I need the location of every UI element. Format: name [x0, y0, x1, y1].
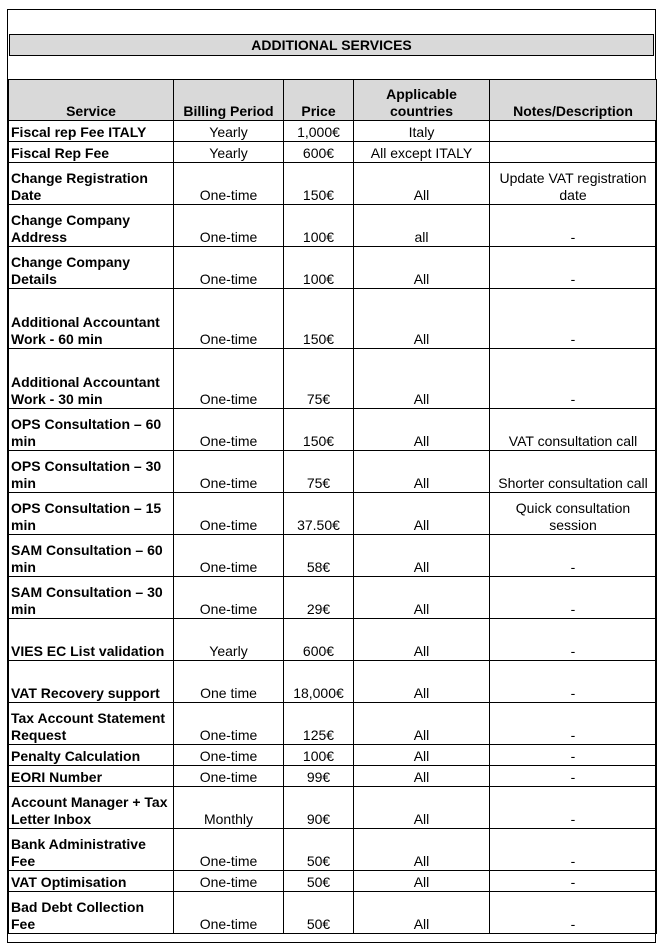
table-row [9, 577, 657, 619]
price-cell: 100€ [284, 745, 354, 766]
notes-cell [490, 142, 657, 163]
table-header-row [9, 80, 657, 121]
table-row [9, 619, 657, 661]
countries-cell: All [354, 493, 490, 535]
billing-period-cell: One-time [174, 409, 284, 451]
countries-cell: All [354, 619, 490, 661]
price-cell: 75€ [284, 349, 354, 409]
billing-period-cell: One-time [174, 892, 284, 934]
billing-period-cell: Yearly [174, 142, 284, 163]
notes-cell: - [490, 661, 657, 703]
price-cell: 150€ [284, 163, 354, 205]
table-row [9, 142, 657, 163]
table-row [9, 703, 657, 745]
countries-cell: All [354, 409, 490, 451]
countries-cell: All [354, 535, 490, 577]
billing-period-cell: One-time [174, 205, 284, 247]
countries-cell: All [354, 349, 490, 409]
notes-cell: - [490, 247, 657, 289]
table-row [9, 829, 657, 871]
price-cell: 150€ [284, 409, 354, 451]
billing-period-cell: One-time [174, 163, 284, 205]
table-row [9, 787, 657, 829]
price-cell: 600€ [284, 142, 354, 163]
service-cell: Tax Account Statement Request [9, 703, 174, 745]
countries-cell: All [354, 661, 490, 703]
service-cell: Additional Accountant Work - 30 min [9, 349, 174, 409]
countries-cell: All [354, 289, 490, 349]
billing-period-cell: One-time [174, 766, 284, 787]
table-row [9, 349, 657, 409]
billing-period-cell: Yearly [174, 121, 284, 142]
table-row [9, 892, 657, 934]
notes-cell [490, 121, 657, 142]
table-row [9, 745, 657, 766]
notes-cell: - [490, 871, 657, 892]
countries-cell: All [354, 829, 490, 871]
table-row [9, 535, 657, 577]
price-cell: 50€ [284, 892, 354, 934]
notes-cell: - [490, 289, 657, 349]
notes-cell: - [490, 535, 657, 577]
service-cell: EORI Number [9, 766, 174, 787]
countries-cell: All [354, 871, 490, 892]
service-cell: OPS Consultation – 60 min [9, 409, 174, 451]
col-header-notes: Notes/Description [490, 80, 657, 121]
billing-period-cell: One-time [174, 289, 284, 349]
billing-period-cell: One-time [174, 451, 284, 493]
countries-cell: All [354, 787, 490, 829]
countries-cell: All [354, 451, 490, 493]
notes-cell: - [490, 892, 657, 934]
countries-cell: all [354, 205, 490, 247]
service-cell: Fiscal Rep Fee [9, 142, 174, 163]
service-cell: SAM Consultation – 30 min [9, 577, 174, 619]
billing-period-cell: One-time [174, 349, 284, 409]
table-row [9, 451, 657, 493]
table-row [9, 661, 657, 703]
price-cell: 37.50€ [284, 493, 354, 535]
notes-cell: - [490, 577, 657, 619]
service-cell: Change Registration Date [9, 163, 174, 205]
countries-cell: All [354, 892, 490, 934]
notes-cell: Shorter consultation call [490, 451, 657, 493]
notes-cell: - [490, 349, 657, 409]
table-row [9, 289, 657, 349]
billing-period-cell: One-time [174, 745, 284, 766]
countries-cell: All [354, 247, 490, 289]
service-cell: VAT Recovery support [9, 661, 174, 703]
notes-cell: - [490, 703, 657, 745]
service-cell: OPS Consultation – 30 min [9, 451, 174, 493]
countries-cell: All except ITALY [354, 142, 490, 163]
service-cell: Bad Debt Collection Fee [9, 892, 174, 934]
col-header-service: Service [9, 80, 174, 121]
notes-cell: VAT consultation call [490, 409, 657, 451]
service-cell: Penalty Calculation [9, 745, 174, 766]
table-row [9, 766, 657, 787]
countries-cell: Italy [354, 121, 490, 142]
billing-period-cell: One-time [174, 577, 284, 619]
notes-cell: - [490, 745, 657, 766]
notes-cell: - [490, 205, 657, 247]
service-cell: Account Manager + Tax Letter Inbox [9, 787, 174, 829]
countries-cell: All [354, 766, 490, 787]
notes-cell: - [490, 619, 657, 661]
price-cell: 50€ [284, 871, 354, 892]
table-row [9, 409, 657, 451]
billing-period-cell: One-time [174, 703, 284, 745]
billing-period-cell: One-time [174, 493, 284, 535]
price-cell: 600€ [284, 619, 354, 661]
notes-cell: - [490, 787, 657, 829]
billing-period-cell: One-time [174, 829, 284, 871]
service-cell: Bank Administrative Fee [9, 829, 174, 871]
notes-cell: Quick consultation session [490, 493, 657, 535]
price-cell: 125€ [284, 703, 354, 745]
table-row [9, 493, 657, 535]
price-cell: 29€ [284, 577, 354, 619]
table-row [9, 247, 657, 289]
countries-cell: All [354, 745, 490, 766]
service-cell: SAM Consultation – 60 min [9, 535, 174, 577]
service-cell: Additional Accountant Work - 60 min [9, 289, 174, 349]
col-header-billing-period: Billing Period [174, 80, 284, 121]
service-cell: VAT Optimisation [9, 871, 174, 892]
price-cell: 100€ [284, 247, 354, 289]
table-row [9, 121, 657, 142]
services-table [8, 79, 657, 934]
col-header-price: Price [284, 80, 354, 121]
notes-cell: - [490, 829, 657, 871]
table-row [9, 871, 657, 892]
price-cell: 100€ [284, 205, 354, 247]
service-cell: Change Company Address [9, 205, 174, 247]
billing-period-cell: One-time [174, 247, 284, 289]
billing-period-cell: One-time [174, 871, 284, 892]
sheet-title: ADDITIONAL SERVICES [9, 34, 654, 56]
col-header-countries: Applicable countries [354, 80, 490, 121]
billing-period-cell: One time [174, 661, 284, 703]
table-row [9, 163, 657, 205]
price-cell: 18,000€ [284, 661, 354, 703]
countries-cell: All [354, 703, 490, 745]
price-cell: 58€ [284, 535, 354, 577]
billing-period-cell: Monthly [174, 787, 284, 829]
countries-cell: All [354, 163, 490, 205]
service-cell: OPS Consultation – 15 min [9, 493, 174, 535]
billing-period-cell: Yearly [174, 619, 284, 661]
price-cell: 50€ [284, 829, 354, 871]
notes-cell: - [490, 766, 657, 787]
table-row [9, 205, 657, 247]
service-cell: Change Company Details [9, 247, 174, 289]
notes-cell: Update VAT registration date [490, 163, 657, 205]
countries-cell: All [354, 577, 490, 619]
services-sheet [7, 9, 656, 943]
billing-period-cell: One-time [174, 535, 284, 577]
price-cell: 150€ [284, 289, 354, 349]
service-cell: Fiscal rep Fee ITALY [9, 121, 174, 142]
price-cell: 99€ [284, 766, 354, 787]
price-cell: 1,000€ [284, 121, 354, 142]
service-cell: VIES EC List validation [9, 619, 174, 661]
price-cell: 75€ [284, 451, 354, 493]
price-cell: 90€ [284, 787, 354, 829]
